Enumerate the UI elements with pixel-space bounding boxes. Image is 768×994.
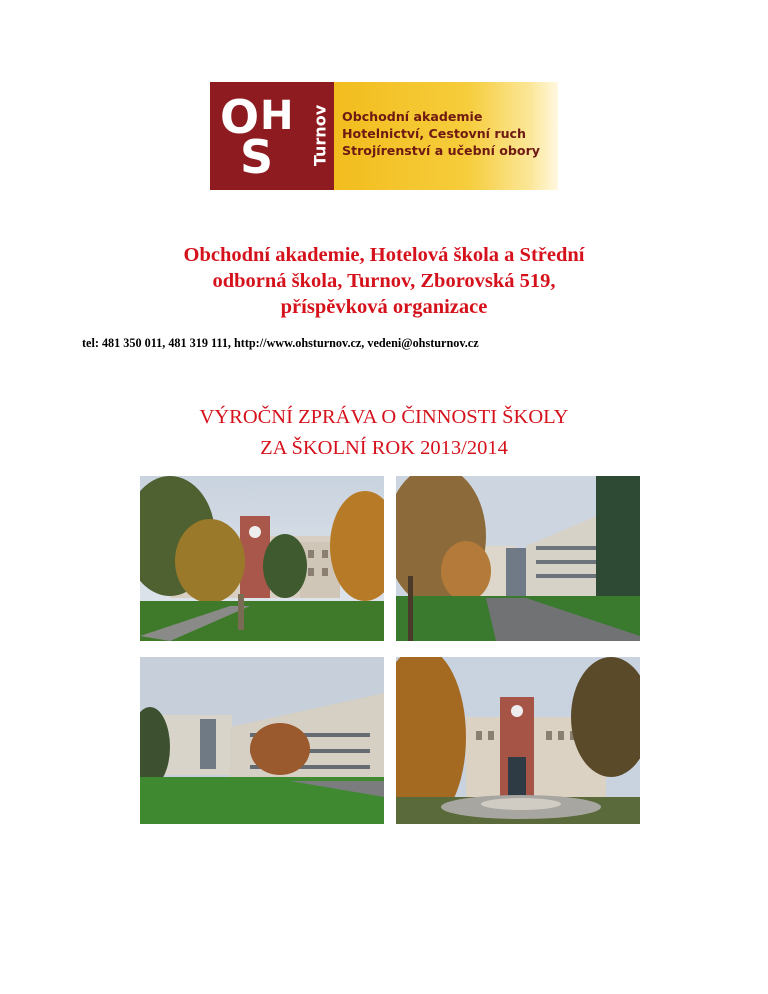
- school-name-line-2: odborná škola, Turnov, Zborovská 519,: [212, 270, 556, 292]
- contact-line: tel: 481 350 011, 481 319 111, http://www.ohsturnov.cz, vedeni@ohsturnov.cz: [82, 336, 479, 350]
- logo-vertical-text: Turnov: [310, 104, 330, 167]
- photo-school-clock-tower: [140, 476, 384, 641]
- logo-line-3: Strojírenství a učební obory: [342, 143, 541, 158]
- school-name-line-3: příspěvková organizace: [280, 296, 488, 318]
- logo-letter-h: H: [260, 93, 294, 139]
- photo-school-entrance-fountain: [396, 657, 640, 824]
- logo-line-2: Hotelnictví, Cestovní ruch: [342, 126, 526, 141]
- logo-letter-s: S: [240, 130, 274, 184]
- photo-school-wing-lawn: [140, 657, 384, 824]
- logo-mark: [210, 82, 334, 190]
- logo-letter-o: O: [220, 90, 260, 144]
- logo-text-band: [334, 82, 558, 190]
- report-title: [84, 402, 684, 464]
- school-name: [84, 242, 684, 320]
- photo-school-modern-wing: [396, 476, 640, 641]
- school-name-line-1: Obchodní akademie, Hotelová škola a Střední: [183, 244, 585, 266]
- logo-line-1: Obchodní akademie: [342, 109, 483, 124]
- report-title-line-1: VÝROČNÍ ZPRÁVA O ČINNOSTI ŠKOLY: [199, 406, 569, 428]
- school-logo: [210, 82, 558, 190]
- report-title-line-2: ZA ŠKOLNÍ ROK 2013/2014: [260, 437, 508, 459]
